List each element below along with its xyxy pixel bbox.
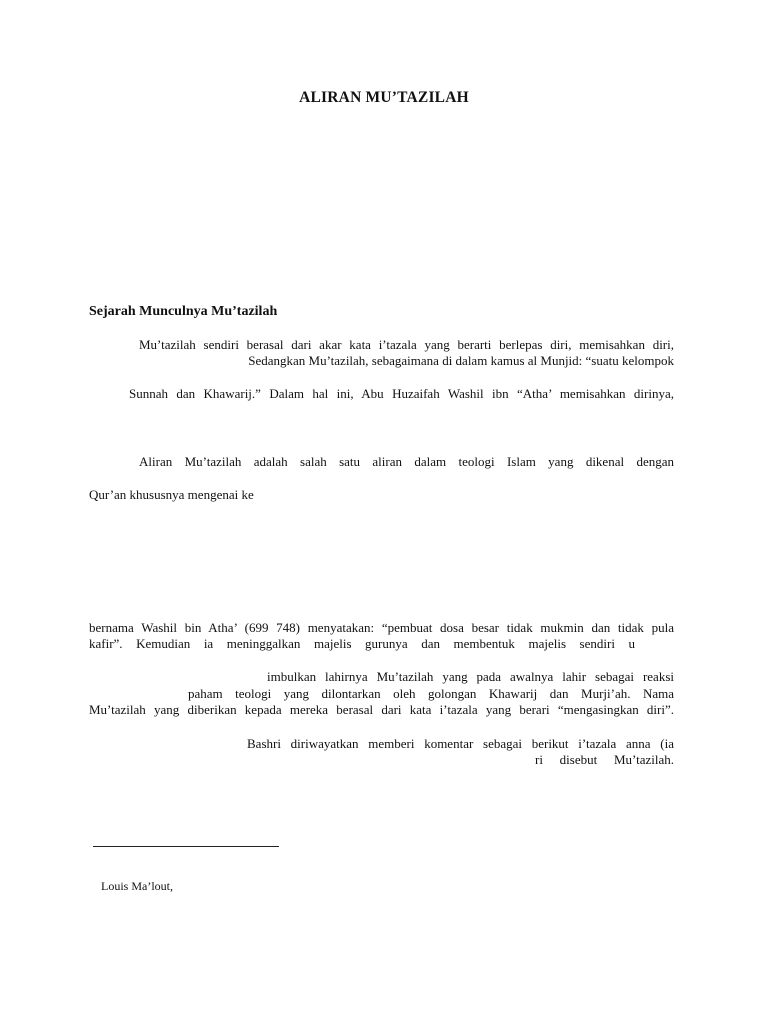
paragraph-line: imbulkan lahirnya Mu’tazilah yang pada awalnya lahir sebagai reaksi (267, 669, 674, 684)
paragraph-line: paham teologi yang dilontarkan oleh golongan Khawarij dan Murji’ah. Nama (188, 686, 674, 701)
footnote-text: Louis Ma’lout, (101, 879, 173, 893)
paragraph-line: kafir”. Kemudian ia meninggalkan majelis gurunya dan membentuk majelis sendiri u (89, 636, 635, 651)
footnote-divider (93, 846, 279, 847)
paragraph-line: Aliran Mu’tazilah adalah salah satu aliran dalam teologi Islam yang dikenal dengan (139, 454, 674, 469)
section-heading: Sejarah Munculnya Mu’tazilah (89, 304, 278, 319)
paragraph-line: Sunnah dan Khawarij.” Dalam hal ini, Abu Huzaifah Washil ibn “Atha’ memisahkan dirinya, (129, 386, 674, 401)
paragraph-line: Sedangkan Mu’tazilah, sebagaimana di dalam kamus al Munjid: “suatu kelompok (248, 353, 674, 368)
paragraph-line: bernama Washil bin Atha’ (699 748) menyatakan: “pembuat dosa besar tidak mukmin dan tidak pula (89, 620, 674, 635)
document-title: ALIRAN MU’TAZILAH (299, 89, 469, 106)
paragraph-line: ri disebut Mu’tazilah. (535, 752, 674, 767)
paragraph-line: Qur’an khususnya mengenai ke (89, 487, 254, 502)
paragraph-line: Bashri diriwayatkan memberi komentar sebagai berikut i’tazala anna (ia (247, 736, 674, 751)
paragraph-line: Mu’tazilah sendiri berasal dari akar kata i’tazala yang berarti berlepas diri, memisahkan diri, (139, 337, 674, 352)
paragraph-line: Mu’tazilah yang diberikan kepada mereka berasal dari kata i’tazala yang berari “mengasingkan diri”. (89, 702, 674, 717)
